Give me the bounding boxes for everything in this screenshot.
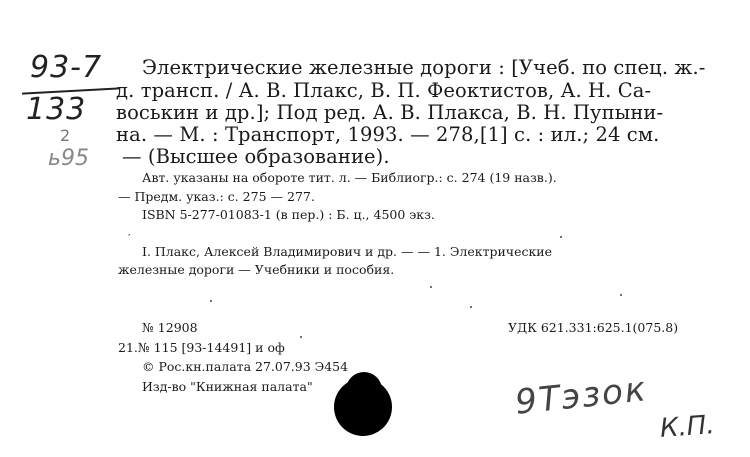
speck	[430, 286, 432, 288]
main-line-3: воськин и др.]; Под ред. А. В. Плакса, В. Н. Пупыни-	[116, 101, 664, 124]
speck	[620, 294, 622, 296]
imprint-line-2: © Рос.кн.палата 27.07.93 Э454	[142, 359, 349, 374]
subject-entry-line-1: I. Плакс, Алексей Владимирович и др. — — 1. Электрические	[142, 244, 553, 259]
imprint-line-3: Изд-во "Книжная палата"	[142, 379, 313, 394]
main-line-5: — (Высшее образование).	[122, 145, 390, 168]
subject-entry-line-2: железные дороги — Учебники и пособия.	[118, 262, 395, 277]
speck	[470, 306, 472, 308]
speck	[210, 300, 212, 302]
main-line-1: Электрические железные дороги : [Учеб. по спец. ж.-	[142, 56, 706, 79]
pencil-digit: 2	[60, 126, 71, 145]
pencil-mark: ь95	[48, 146, 89, 171]
isbn-line: ISBN 5-277-01083-1 (в пер.) : Б. ц., 4500 экз.	[142, 207, 435, 222]
shelf-mark-bottom: 133	[26, 92, 87, 127]
note-line-1: Авт. указаны на обороте тит. л. — Библиогр.: с. 274 (19 назв.).	[142, 170, 557, 185]
handwritten-note-2: К.П.	[659, 410, 716, 444]
udc-code: УДК 621.331:625.1(075.8)	[508, 320, 679, 335]
speck	[300, 336, 302, 338]
main-line-2: д. трансп. / А. В. Плакс, В. П. Феоктистов, А. Н. Са-	[116, 79, 652, 102]
record-number: № 12908	[142, 320, 198, 335]
ink-stamp-blob-top	[346, 372, 382, 408]
speck	[560, 236, 562, 238]
imprint-line-1: 21.№ 115 [93-14491] и оф	[118, 340, 285, 355]
note-line-2: — Предм. указ.: с. 275 — 277.	[118, 189, 315, 204]
handwritten-note-1: 9Тэзок	[513, 369, 650, 423]
pencil-tick: ′	[128, 232, 131, 245]
main-line-4: на. — М. : Транспорт, 1993. — 278,[1] с. : ил.; 24 см.	[116, 123, 660, 146]
shelf-mark-top: 93-7	[30, 50, 103, 85]
